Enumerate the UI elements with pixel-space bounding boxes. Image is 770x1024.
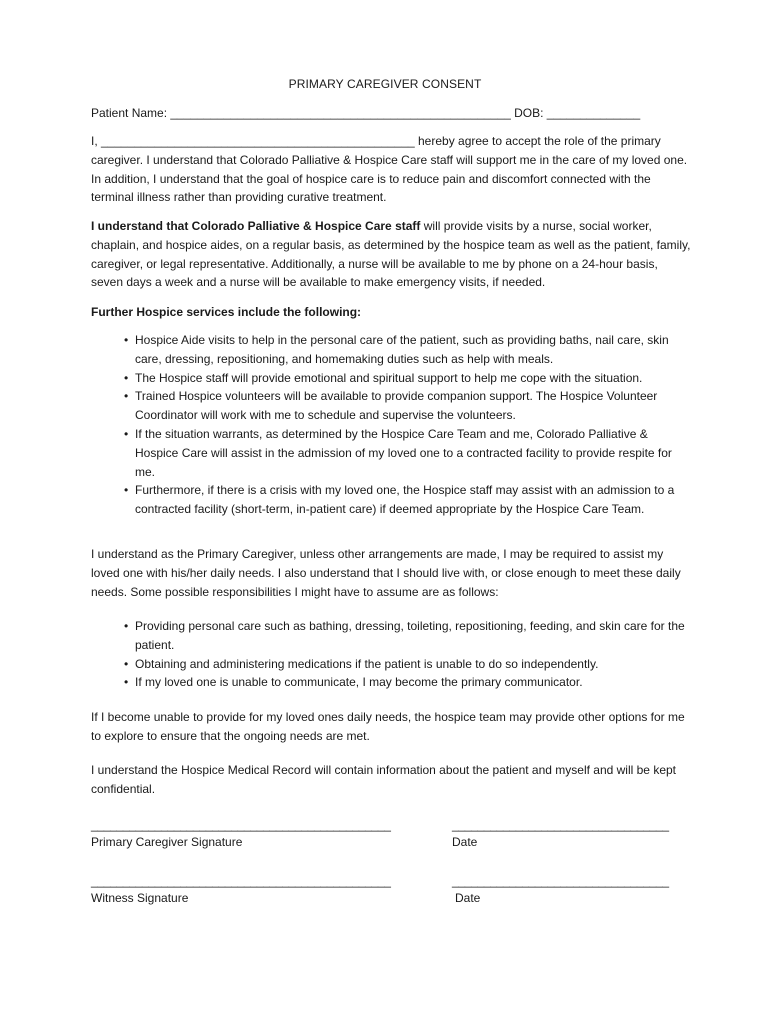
services-list bbox=[124, 331, 694, 519]
witness-signature-line: _______________________________________________ bbox=[91, 874, 391, 888]
list-item-text: If the situation warrants, as determined by the Hospice Care Team and me, Colorado Palliative & Hospice Care will assist in the admission of my loved one to a contracted facility to provide respite for me. bbox=[135, 426, 672, 479]
list-item-text: Furthermore, if there is a crisis with my loved one, the Hospice staff may assist with an admission to a contracted facility (short-term, in-patient care) if deemed appropriate by the Hospice Care Team. bbox=[135, 483, 675, 517]
bullet-glyph: • bbox=[124, 426, 129, 441]
caregiver-signature-label: Primary Caregiver Signature bbox=[91, 835, 243, 849]
staff-paragraph-bold: I understand that Colorado Palliative & Hospice Care staff bbox=[91, 219, 421, 233]
list-item-text: If my loved one is unable to communicate, I may become the primary communicator. bbox=[135, 675, 583, 690]
bullet-glyph: • bbox=[124, 389, 129, 404]
caregiver-date-line: __________________________________ bbox=[452, 818, 669, 832]
bullet-glyph: • bbox=[124, 333, 129, 347]
witness-date-line: __________________________________ bbox=[452, 874, 669, 888]
bullet-glyph: • bbox=[124, 675, 129, 690]
document-title: PRIMARY CAREGIVER CONSENT bbox=[288, 77, 482, 91]
list-item-text: Trained Hospice volunteers will be available to provide companion support. The Hospice Volunteer Coordinator will work with me to schedule and supervise the volunteers. bbox=[135, 389, 658, 423]
list-item bbox=[124, 369, 694, 388]
caregiver-signature-line: _______________________________________________ bbox=[91, 818, 391, 832]
witness-date-label: Date bbox=[455, 891, 481, 905]
responsibilities-list bbox=[124, 617, 694, 692]
witness-signature-label: Witness Signature bbox=[91, 891, 189, 905]
list-item-text: Hospice Aide visits to help in the personal care of the patient, such as providing baths, nail care, skin care, dressing, repositioning, and homemaking duties such as help with meals. bbox=[135, 333, 669, 366]
bullet-glyph: • bbox=[124, 619, 129, 633]
patient-name-dob-line: Patient Name: ___________________________________________________ DOB: ______________ bbox=[91, 106, 641, 120]
list-item-text: The Hospice staff will provide emotional and spiritual support to help me cope with the situation. bbox=[135, 370, 643, 385]
list-item bbox=[124, 481, 694, 519]
caregiver-date-label: Date bbox=[452, 835, 478, 849]
bullet-glyph: • bbox=[124, 656, 129, 671]
record-paragraph: I understand the Hospice Medical Record will contain information about the patient and myself and will be kept confidential. bbox=[91, 763, 676, 796]
services-heading: Further Hospice services include the following: bbox=[91, 305, 362, 319]
bullet-glyph: • bbox=[124, 483, 129, 498]
list-item bbox=[124, 673, 694, 692]
responsibilities-intro-paragraph: I understand as the Primary Caregiver, unless other arrangements are made, I may be required to assist my loved one with his/her daily needs. I also understand that I should live with, or close enough to meet these daily needs. Some possible responsibilities I might have to assume are as follows: bbox=[91, 547, 681, 599]
list-item bbox=[124, 655, 694, 674]
staff-paragraph-text: will provide visits by a nurse, social worker, chaplain, and hospice aides, on a regular basis, as determined by the hospice team as well as the patient, family, caregiver, or legal representative. Additionally, a nurse will be available to me by phone on a 24-hour basis, seven days a week and a nurse will be available to make emergency visits, if needed. bbox=[91, 219, 691, 290]
list-item-text: Obtaining and administering medications if the patient is unable to do so independently. bbox=[135, 656, 599, 671]
intro-paragraph: I, _______________________________________________ hereby agree to accept the role of the primary caregiver. I understand that Colorado Palliative & Hospice Care staff will support me in the care of my loved one. In addition, I understand that the goal of hospice care is to reduce pain and discomfort connected with the terminal illness rather than providing curative treatment. bbox=[91, 134, 688, 205]
bullet-glyph: • bbox=[124, 370, 129, 385]
staff-paragraph bbox=[91, 217, 691, 292]
options-paragraph: If I become unable to provide for my loved ones daily needs, the hospice team may provide other options for me to explore to ensure that the ongoing needs are met. bbox=[91, 710, 685, 743]
list-item bbox=[124, 387, 694, 425]
list-item bbox=[124, 331, 694, 369]
list-item bbox=[124, 617, 694, 655]
list-item-text: Providing personal care such as bathing, dressing, toileting, repositioning, feeding, and skin care for the patient. bbox=[135, 619, 685, 652]
list-item bbox=[124, 425, 694, 481]
